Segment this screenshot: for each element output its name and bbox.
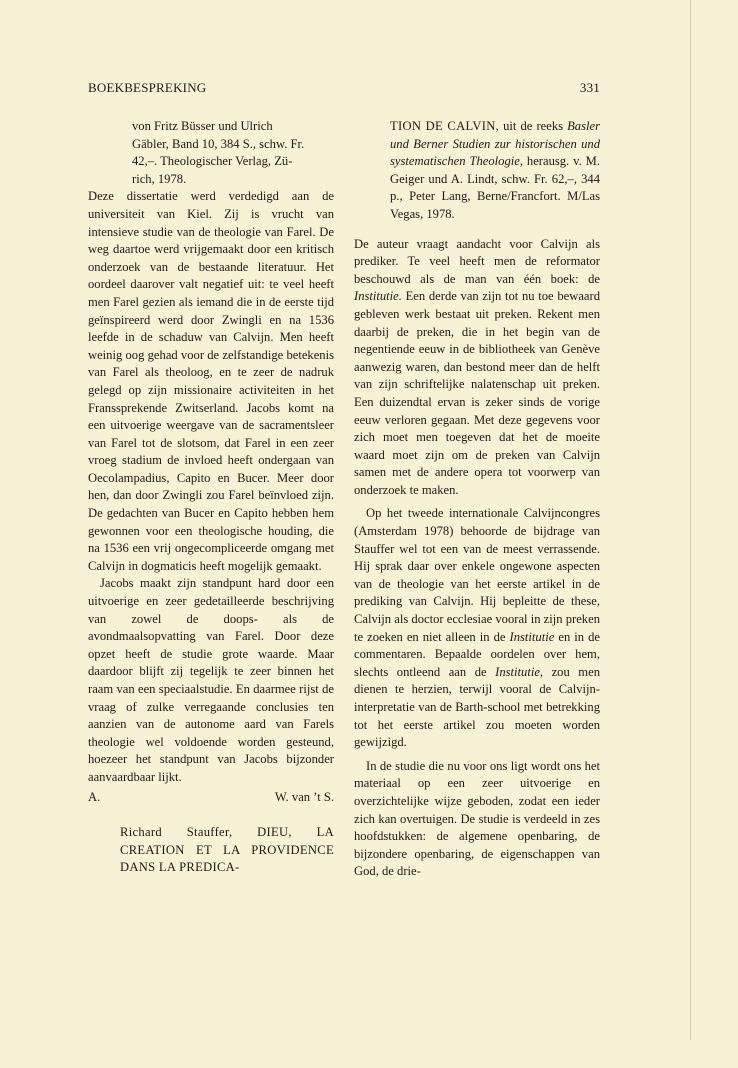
italic-run: Institutie. xyxy=(354,289,402,304)
bib-line: 42,–. Theologischer Verlag, Zü- xyxy=(132,154,293,169)
series-title: Basler und Berner Studien zur historischen und systematischen Theologie, xyxy=(390,119,600,169)
review-paragraph xyxy=(354,505,600,751)
text-run: Op het tweede internationale Calvijncongres (Amsterdam 1978) behoorde de bijdrage van Stauffer wel tot een van de meest verrassende. Hij sprak daar over enkele ongewone aspecten van de theologie van het eerste artikel in de prediking van Calvijn. Hij bepleitte de these, Calvijn als doctor ecclesiae vooral in zijn preken te zoeken en niet alleen in de xyxy=(354,506,600,644)
bib-text: uit de reeks xyxy=(499,119,564,133)
bibliographic-entry-continued xyxy=(390,118,600,224)
text-run: De auteur vraagt aandacht voor Calvijn als prediker. Te veel heeft men de reformator beschouwd als de man van één boek: de xyxy=(354,236,600,286)
review-paragraph: Deze dissertatie werd verdedigd aan de universiteit van Kiel. Zij is vrucht van intensieve studie van de theologie van Farel. De weg daartoe werd vrijgemaakt door een kritisch onderzoek van de bestaande literatuur. Het oordeel daarover valt negatief uit: te veel heeft men Farel gezien als iemand die in de eerste tijd geïnspireerd werd door Zwingli en na 1536 leefde in de schaduw van Calvijn. Men heeft weinig oog gehad voor de zelfstandige betekenis van Farel als theoloog, en te zeer de nadruk gelegd op zijn missionaire activiteiten in het Franssprekende Zwitserland. Jacobs komt na een uitvoerige weergave van de sacramentsleer van Farel tot de slotsom, dat Farel in een zeer vroeg stadium de invloed heeft ondergaan van Oecolampadius, Capito en Bucer. Meer door hen, dan door Zwingli zou Farel beïnvloed zijn. De gedachten van Bucer en Capito hebben hem gewonnen voor een theologische houding, die na 1536 een vrij ongecompliceerde omgang met Calvijn in dogmaticis heeft mogelijk gemaakt. xyxy=(88,189,334,573)
bib-text: herausg. v. M. Geiger und A. Lindt, schw. Fr. 62,–, 344 p., Peter Lang, Berne/Francfort. M/Las Vegas, 1978. xyxy=(390,154,601,221)
reviewer-signature xyxy=(88,789,334,807)
review-paragraph: In de studie die nu voor ons ligt wordt ons het materiaal op een zeer uitvoerige en overzichtelijke wijze geboden, zodat een ieder zich kan overtuigen. De studie is verdeeld in zes hoofdstukken: de algemene openbaring, de bijzondere openbaring, de eigenschappen van God, de drie- xyxy=(354,758,600,879)
text-run: Een derde van zijn tot nu toe bewaard gebleven werk bestaat uit preken. Rekent men daarbij de preken, die in het begin van de negentiende eeuw in de bibliotheek van Genève aanwezig waren, dan bestond meer dan de helft van zijn schriftelijke nalatenschap uit preken. Een duizendtal ervan is zeker sinds de vorige eeuw verloren gegaan. Met deze gegevens voor zich moet men toegeven dat het de moeite waard moet zijn om de preken van Calvijn samen met de andere opera tot voorwerp van onderzoek te maken. xyxy=(354,289,600,497)
book-title-end: TION DE CALVIN, xyxy=(390,119,500,133)
signature-name: W. van ’t S. xyxy=(274,789,334,804)
bib-line: von Fritz Büsser und Ulrich xyxy=(132,119,273,133)
bib-line: rich, 1978. xyxy=(132,171,187,186)
text-run: zou men dienen te herzien, terwijl vooral de Calvijn-interpretatie van de Barth-school met betrekking tot het eerste artikel zou moeten worden gewijzigd. xyxy=(354,664,600,750)
bib-line: Gäbler, Band 10, 384 S., schw. Fr. xyxy=(132,136,305,151)
italic-run: Institutie xyxy=(509,629,555,644)
running-header xyxy=(88,80,600,100)
page-number: 331 xyxy=(579,80,600,95)
bibliographic-entry-continued xyxy=(132,118,334,188)
right-column xyxy=(354,118,600,881)
page-edge-rule xyxy=(690,0,691,1040)
review-paragraph: Jacobs maakt zijn standpunt hard door een uitvoerige en zeer gedetailleerde beschrijving van zowel de doops- als de avondmaalsopvatting van Farel. Door deze opzet heeft de studie grote waarde. Maar daardoor blijft zij tegelijk te zeer binnen het raam van een speciaalstudie. En daarmee rijst de vraag of zulke verregaande conclusies ten aanzien van de autonome aard van Farels theologie wel voldoende worden gesteund, hoezeer het standpunt van Jacobs bijzonder aanvaardbaar lijkt. xyxy=(88,576,334,784)
signature-initial: A. xyxy=(88,789,101,804)
review-paragraph xyxy=(354,236,600,500)
left-column xyxy=(88,118,334,877)
text-run: en in de commentaren. Bepaalde oordelen over hem, slechts ontleend aan de xyxy=(354,629,600,679)
running-title: BOEKBESPREKING xyxy=(88,80,207,95)
italic-run: Institutie, xyxy=(495,664,544,679)
bibliographic-entry: Richard Stauffer, DIEU, LA CREATION ET LA PROVIDENCE DANS LA PREDICA- xyxy=(120,825,334,875)
